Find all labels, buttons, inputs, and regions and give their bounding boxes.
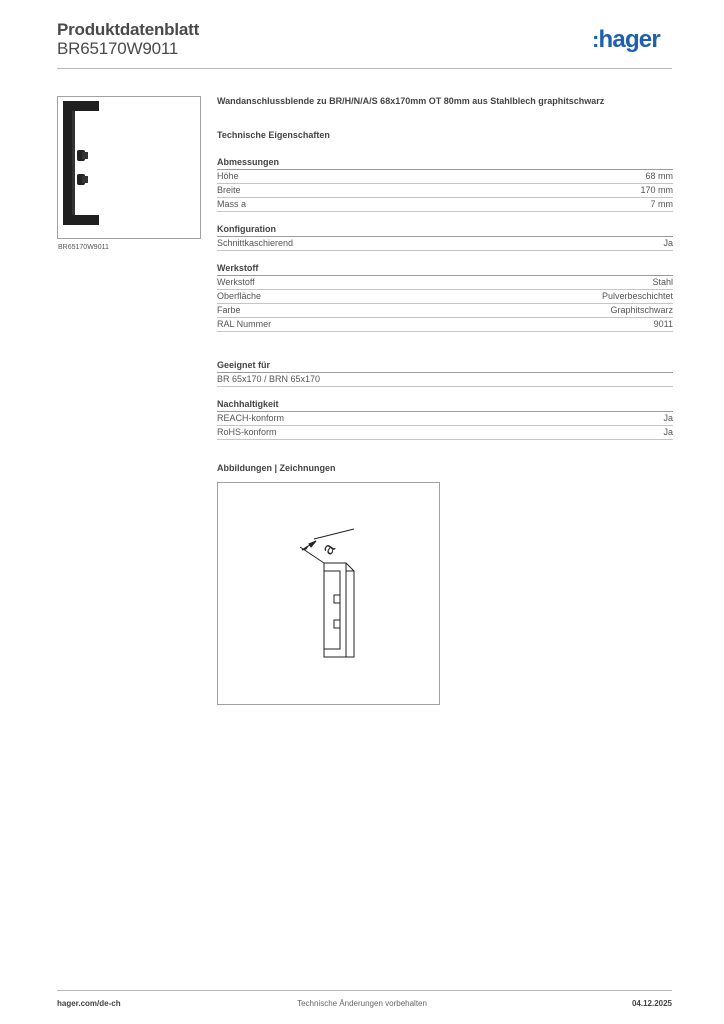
property-row <box>217 237 673 251</box>
property-value: Ja <box>663 427 673 437</box>
property-row <box>217 290 673 304</box>
property-row <box>217 318 673 332</box>
product-photo-graphic <box>58 97 200 238</box>
property-value: Ja <box>663 413 673 423</box>
group-title: Abmessungen <box>217 157 280 167</box>
property-label: RoHS-konform <box>217 427 277 437</box>
property-row <box>217 426 673 440</box>
property-label: Farbe <box>217 305 241 315</box>
property-row <box>217 170 673 184</box>
product-image <box>57 96 201 239</box>
property-row <box>217 198 673 212</box>
property-label: Werkstoff <box>217 277 255 287</box>
property-row <box>217 304 673 318</box>
dimension-drawing-graphic <box>218 483 439 704</box>
property-row <box>217 373 673 387</box>
property-label: Oberfläche <box>217 291 262 301</box>
property-row <box>217 184 673 198</box>
property-label: BR 65x170 / BRN 65x170 <box>217 374 321 384</box>
property-label: Mass a <box>217 199 247 209</box>
property-value: Ja <box>663 238 673 248</box>
technical-drawing <box>217 482 440 705</box>
dimension-a-label: a <box>318 539 340 559</box>
document-title: Produktdatenblatt <box>57 20 200 39</box>
property-row <box>217 412 673 426</box>
technical-properties-heading: Technische Eigenschaften <box>217 130 330 140</box>
footer-notice: Technische Änderungen vorbehalten <box>297 999 427 1008</box>
property-value: 170 mm <box>640 185 673 195</box>
property-row <box>217 276 673 290</box>
article-number: BR65170W9011 <box>57 39 179 58</box>
group-dimensions <box>217 156 673 212</box>
property-value: Graphitschwarz <box>610 305 673 315</box>
group-material <box>217 262 673 332</box>
property-label: REACH-konform <box>217 413 285 423</box>
property-value: 68 mm <box>645 171 673 181</box>
property-label: Schnittkaschierend <box>217 238 294 248</box>
footer-website-link[interactable]: hager.com/de-ch <box>57 999 121 1008</box>
product-image-caption: BR65170W9011 <box>58 244 109 251</box>
property-label: RAL Nummer <box>217 319 272 329</box>
hager-logo: :hager <box>592 26 660 53</box>
group-title: Geeignet für <box>217 360 271 370</box>
group-title: Werkstoff <box>217 263 259 273</box>
header-divider <box>57 68 672 69</box>
property-value: Pulverbeschichtet <box>601 291 673 301</box>
footer-date: 04.12.2025 <box>631 999 672 1008</box>
drawings-heading: Abbildungen | Zeichnungen <box>217 463 336 473</box>
property-value: Stahl <box>652 277 673 287</box>
product-description: Wandanschlussblende zu BR/H/N/A/S 68x170mm OT 80mm aus Stahlblech graphitschwarz <box>217 96 605 106</box>
group-sustainability <box>217 398 673 440</box>
property-value: 7 mm <box>650 199 673 209</box>
group-title: Nachhaltigkeit <box>217 399 279 409</box>
logo-text: hager <box>598 26 660 53</box>
group-configuration <box>217 223 673 251</box>
property-value: 9011 <box>653 319 673 329</box>
group-title: Konfiguration <box>217 224 276 234</box>
property-label: Breite <box>217 185 241 195</box>
property-label: Höhe <box>217 171 239 181</box>
footer-divider <box>57 990 672 991</box>
group-suitable-for <box>217 359 673 387</box>
